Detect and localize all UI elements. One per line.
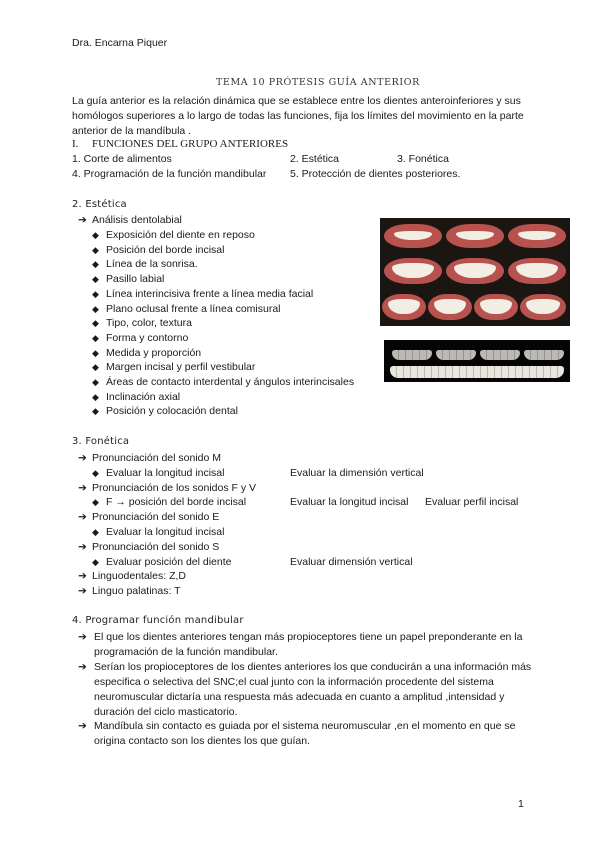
diamond-bullet-icon: ◆	[92, 406, 99, 417]
fonetica-text: Evaluar la longitud incisal	[106, 526, 225, 538]
function-item: 3. Fonética	[397, 153, 449, 165]
arrow-icon: ➔	[78, 452, 87, 464]
teeth-strip-photo	[384, 340, 570, 382]
fonetica-evaluation: Evaluar dimensión vertical	[290, 555, 413, 568]
fonetica-arrow-item	[78, 482, 256, 494]
teeth-image	[524, 350, 564, 360]
fonetica-bullet-item	[92, 496, 246, 508]
diamond-bullet-icon: ◆	[92, 556, 99, 567]
diamond-bullet-icon: ◆	[92, 467, 99, 478]
estetica-bullet-item	[92, 405, 238, 417]
fonetica-bullet-item	[92, 526, 224, 538]
arrow-icon: ➔	[78, 631, 87, 643]
fonetica-text: Linguodentales: Z,D	[92, 570, 186, 583]
estetica-heading: 2. Estética	[72, 199, 127, 210]
arrow-icon: ➔	[78, 585, 87, 598]
estetica-bullet-item	[92, 273, 164, 285]
fonetica-arrow-item	[78, 585, 181, 597]
fonetica-text: Pronunciación del sonido M	[92, 452, 221, 464]
section-numeral: I.	[72, 138, 79, 150]
diamond-bullet-icon: ◆	[92, 527, 99, 537]
bullet-text: Posición del borde incisal	[106, 243, 225, 256]
page-number: 1	[518, 798, 524, 810]
bullet-text: Pasillo labial	[106, 273, 165, 286]
fonetica-arrow-item	[78, 511, 219, 523]
paragraph-text: El que los dientes anteriores tengan más propioceptores tiene un papel preponderante en la programación de la función mandibular.	[94, 631, 523, 658]
fonetica-text: Pronunciación del sonido S	[92, 540, 220, 553]
function-item: 1. Corte de alimentos	[72, 153, 172, 165]
bullet-text: Inclinación axial	[106, 390, 181, 403]
teeth-image	[480, 350, 520, 360]
fonetica-bullet-item	[92, 556, 232, 568]
fonetica-evaluation: Evaluar perfil incisal	[425, 496, 519, 509]
arrow-icon: ➔	[78, 540, 87, 553]
arrow-icon: ➔	[78, 481, 87, 494]
estetica-bullet-item	[92, 361, 255, 373]
fonetica-text: Pronunciación del sonido E	[92, 511, 220, 524]
estetica-bullet-item	[92, 229, 255, 241]
bullet-text: Línea de la sonrisa.	[106, 258, 198, 271]
programar-paragraph	[78, 719, 533, 749]
fonetica-arrow-item	[78, 452, 221, 464]
bullet-text: Exposición del diente en reposo	[106, 229, 255, 241]
function-item: 4. Programación de la función mandibular	[72, 168, 267, 180]
arrow-icon: ➔	[78, 511, 87, 524]
programar-heading: 4. Programar función mandibular	[72, 615, 244, 626]
programar-paragraph	[78, 660, 533, 720]
analysis-line	[78, 214, 182, 226]
fonetica-text: F → posición del borde incisal	[106, 496, 247, 509]
diamond-bullet-icon: ◆	[92, 377, 99, 387]
bullet-text: Forma y contorno	[106, 331, 189, 344]
fonetica-arrow-item	[78, 541, 219, 553]
fonetica-bullet-item	[92, 467, 224, 479]
arrow-icon: ➔	[78, 214, 87, 226]
estetica-bullet-item	[92, 258, 198, 270]
estetica-bullet-item	[92, 376, 354, 388]
diamond-bullet-icon: ◆	[92, 259, 99, 270]
fonetica-arrow-item	[78, 570, 186, 582]
diamond-bullet-icon: ◆	[92, 318, 99, 329]
fonetica-evaluation: Evaluar la longitud incisal	[290, 496, 409, 509]
arrow-icon: ➔	[78, 661, 87, 673]
teeth-image	[390, 366, 564, 378]
analysis-label: Análisis dentolabial	[92, 214, 182, 226]
fonetica-text: Pronunciación de los sonidos F y V	[92, 481, 257, 494]
diamond-bullet-icon: ◆	[92, 274, 99, 285]
smile-photos-grid	[380, 218, 570, 326]
fonetica-text: Linguo palatinas: T	[92, 585, 181, 598]
author-header: Dra. Encarna Piquer	[72, 37, 168, 49]
diamond-bullet-icon: ◆	[92, 362, 99, 373]
diamond-bullet-icon: ◆	[92, 347, 99, 358]
estetica-bullet-item	[92, 288, 313, 300]
fonetica-text: Evaluar la longitud incisal	[106, 466, 225, 479]
diamond-bullet-icon: ◆	[92, 497, 99, 508]
diamond-bullet-icon: ◆	[92, 332, 99, 343]
diamond-bullet-icon: ◆	[92, 230, 99, 240]
estetica-bullet-item	[92, 347, 201, 359]
arrow-icon: ➔	[78, 570, 87, 583]
programar-paragraph	[78, 630, 533, 660]
estetica-bullet-item	[92, 244, 224, 256]
estetica-bullet-item	[92, 303, 281, 315]
teeth-image	[392, 350, 432, 360]
estetica-bullet-item	[92, 332, 188, 344]
fonetica-text: Evaluar posición del diente	[106, 555, 232, 568]
document-title: TEMA 10 PRÓTESIS GUÍA ANTERIOR	[216, 77, 420, 88]
bullet-text: Margen incisal y perfil vestibular	[106, 361, 256, 374]
intro-paragraph: La guía anterior es la relación dinámica que se establece entre los dientes anteroinferiores y sus homólogos superiores a lo largo de todas las funciones, fija los límites del movimiento en la parte anterior de la mandíbula .	[72, 95, 524, 137]
bullet-text: Plano oclusal frente a línea comisural	[106, 302, 281, 315]
diamond-bullet-icon: ◆	[92, 244, 99, 255]
arrow-icon: ➔	[78, 720, 87, 732]
paragraph-text: Serían los propioceptores de los dientes anteriores los que conducirán a una información más especifica o selectiva del SNC;el cual junto con la información procedente del sistema neuromuscular dictaría una respuesta más adecuada en cuanto a amplitud ,intensidad y duración del ciclo masticatorio.	[94, 661, 532, 718]
fonetica-heading: 3. Fonética	[72, 436, 130, 447]
function-item: 2. Estética	[290, 153, 340, 165]
estetica-bullet-item	[92, 317, 192, 329]
diamond-bullet-icon: ◆	[92, 391, 99, 402]
paragraph-text: Mandíbula sin contacto es guiada por el sistema neuromuscular ,en el momento en que se origina contacto son los dientes los que guían.	[94, 720, 516, 747]
bullet-text: Línea interincisiva frente a línea media facial	[106, 287, 314, 300]
function-item: 5. Protección de dientes posteriores.	[290, 168, 461, 180]
estetica-bullet-item	[92, 391, 180, 403]
diamond-bullet-icon: ◆	[92, 288, 99, 299]
teeth-image	[436, 350, 476, 360]
bullet-text: Tipo, color, textura	[106, 317, 192, 330]
bullet-text: Áreas de contacto interdental y ángulos interincisales	[106, 376, 355, 388]
diamond-bullet-icon: ◆	[92, 303, 99, 314]
section-heading: FUNCIONES DEL GRUPO ANTERIORES	[92, 138, 289, 150]
bullet-text: Posición y colocación dental	[106, 405, 238, 418]
fonetica-evaluation: Evaluar la dimensión vertical	[290, 466, 424, 479]
bullet-text: Medida y proporción	[106, 346, 202, 359]
